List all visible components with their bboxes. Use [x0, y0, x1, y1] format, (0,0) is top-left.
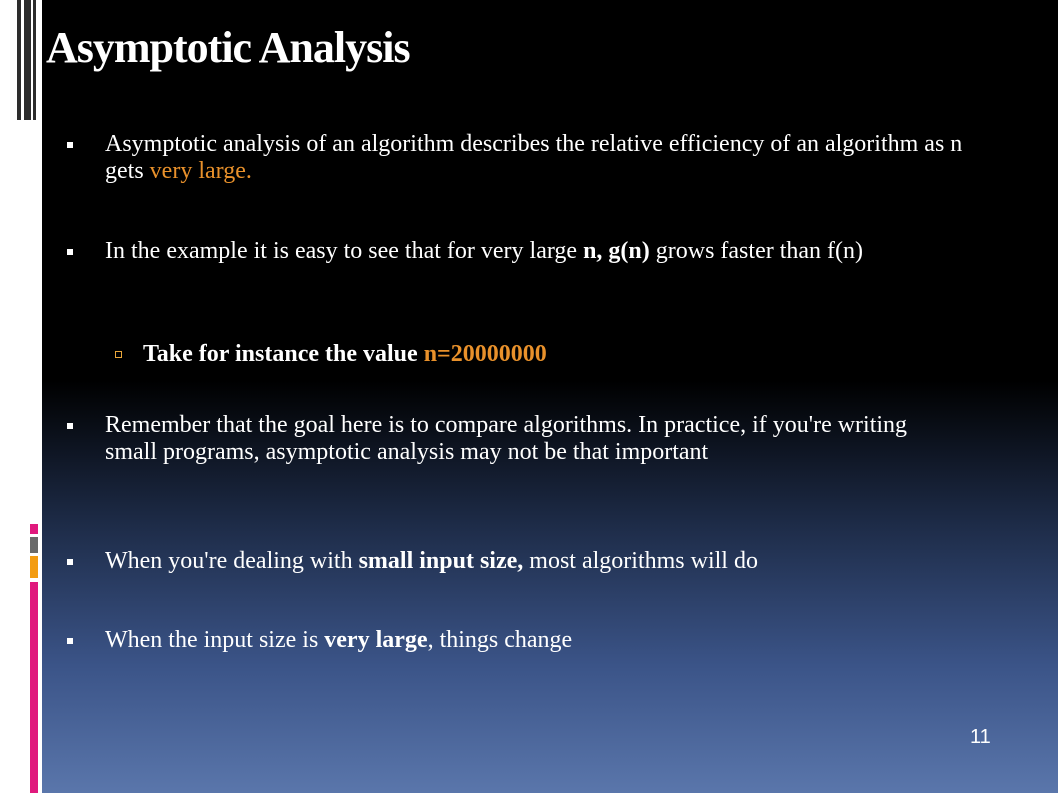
bullet-text: When the input size is [105, 627, 325, 653]
bullet-text: most algorithms will do [523, 548, 758, 574]
bullet-bold-text: n, g(n) [583, 238, 650, 264]
bullet-item [105, 548, 1005, 575]
bullet-text: , things change [427, 627, 573, 653]
hollow-square-icon [115, 351, 122, 358]
sub-bullet-item [143, 341, 1003, 368]
bullet-item [105, 627, 1005, 654]
page-number: 11 [970, 726, 991, 748]
slide-title: Asymptotic Analysis [46, 23, 410, 72]
bullet-text: In the example it is easy to see that for very large [105, 238, 584, 264]
bullet-item [105, 238, 1005, 265]
bullet-bold-text: small input size, [358, 548, 524, 574]
bullet-square-icon [67, 559, 73, 565]
bullet-text: grows faster than f(n) [649, 238, 864, 264]
bullet-item [105, 131, 1005, 185]
bullet-text: . [245, 158, 252, 184]
bullet-item [105, 412, 965, 466]
bullet-text: Asymptotic analysis of an algorithm describes the relative efficiency of an algorithm as n gets [105, 131, 963, 184]
bullet-square-icon [67, 249, 73, 255]
bullet-highlight: n=20000000 [423, 341, 547, 367]
bullet-text: Remember that the goal here is to compare algorithms. In practice, if you're writing small programs, asymptotic analysis may not be that important [105, 412, 908, 465]
bullet-highlight: very large [149, 158, 246, 184]
bullet-square-icon [67, 142, 73, 148]
bullet-square-icon [67, 423, 73, 429]
bullet-text: When you're dealing with [105, 548, 359, 574]
bullet-square-icon [67, 638, 73, 644]
bullet-bold-text: very large [324, 627, 428, 653]
bullet-text: Take for instance the value [143, 341, 424, 367]
